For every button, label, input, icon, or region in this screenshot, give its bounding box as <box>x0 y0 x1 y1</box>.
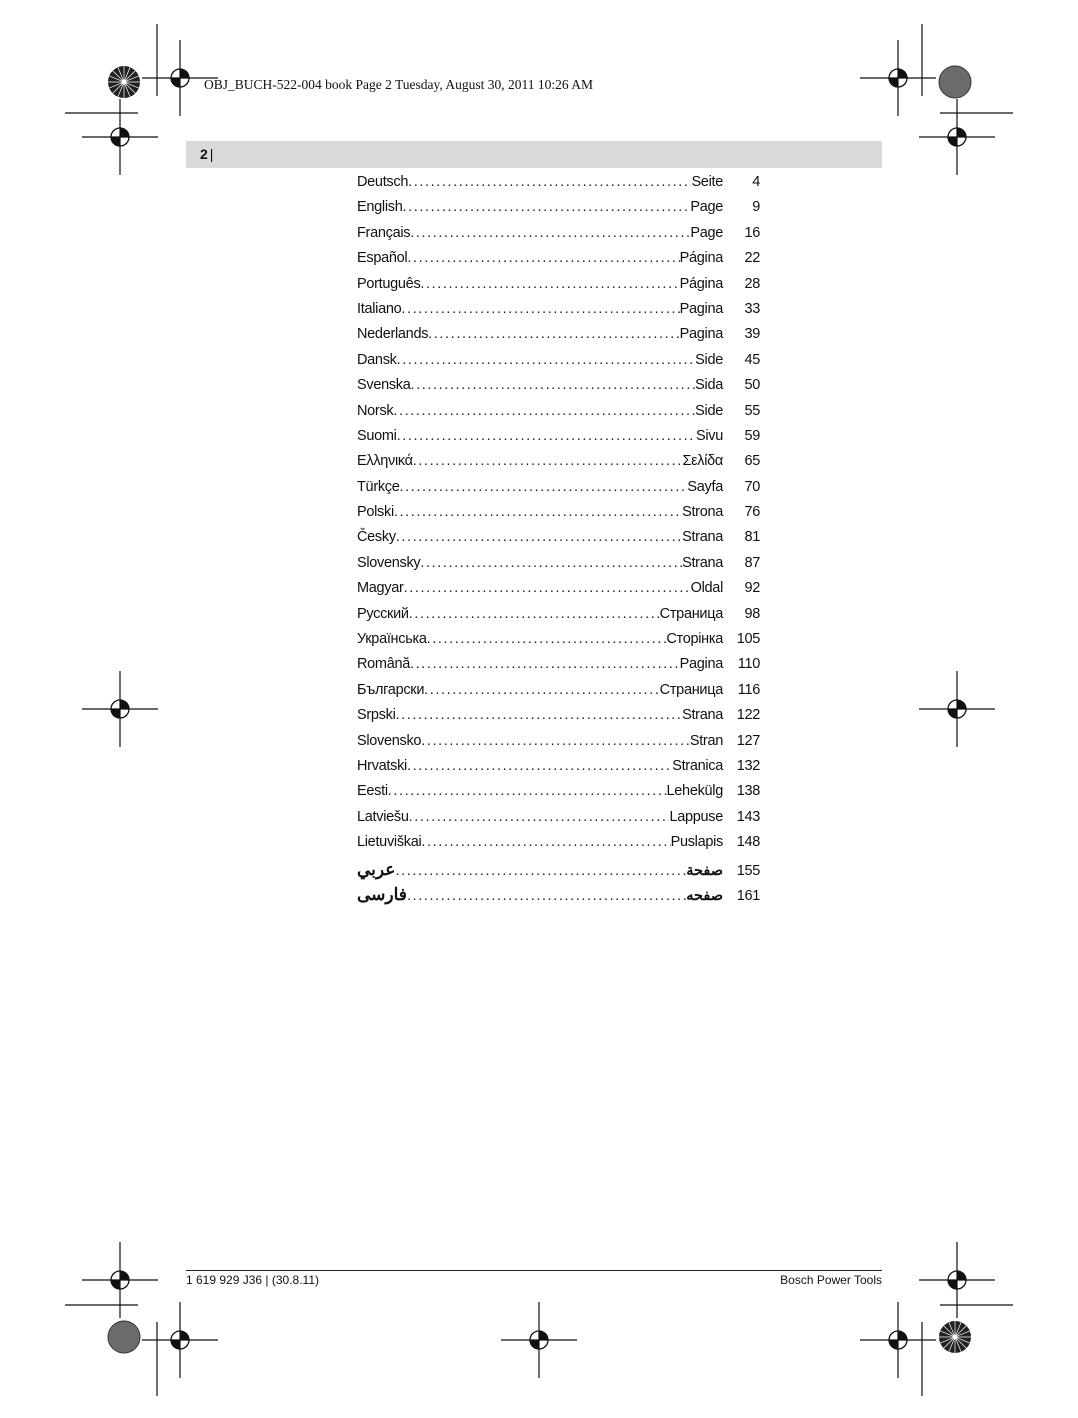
toc-dot-leader <box>410 656 680 672</box>
toc-page-label: صفحة <box>686 862 723 879</box>
toc-dot-leader <box>396 707 683 723</box>
toc-row[interactable] <box>357 199 760 224</box>
toc-page-label: Strana <box>682 554 723 571</box>
toc-page-number: 33 <box>744 300 760 317</box>
toc-page-label: Pagina <box>679 300 723 317</box>
toc-language: Русский <box>357 605 409 622</box>
toc-page-number: 9 <box>752 199 760 216</box>
toc-page-number: 16 <box>744 224 760 241</box>
toc-dot-leader <box>409 606 660 622</box>
toc-row[interactable] <box>357 403 760 428</box>
toc-row[interactable] <box>357 453 760 478</box>
toc-language: Português <box>357 275 421 292</box>
toc-language: Română <box>357 656 411 673</box>
toc-row[interactable] <box>357 707 760 732</box>
toc-dot-leader <box>420 276 679 292</box>
toc-page-number: 127 <box>736 732 760 749</box>
toc-row[interactable] <box>357 428 760 453</box>
toc-language: Hrvatski <box>357 757 407 774</box>
toc-row[interactable] <box>357 377 760 402</box>
toc-row[interactable] <box>357 606 760 631</box>
toc-dot-leader <box>408 174 691 190</box>
toc-row[interactable] <box>357 301 760 326</box>
page-number <box>200 146 213 162</box>
toc-dot-leader <box>394 504 682 520</box>
toc-row[interactable] <box>357 276 760 301</box>
toc-dot-leader <box>402 199 690 215</box>
toc-row[interactable] <box>357 834 760 859</box>
toc-page-label: Page <box>690 224 723 241</box>
toc-page-label: Página <box>679 275 723 292</box>
toc-page-number: 110 <box>737 656 760 673</box>
toc-row[interactable] <box>357 555 760 580</box>
toc-page-number: 122 <box>736 707 760 724</box>
toc-dot-leader <box>424 682 660 698</box>
toc-language: Français <box>357 224 411 241</box>
toc-page-label: Strona <box>682 504 723 521</box>
toc-row[interactable] <box>357 174 760 199</box>
toc-page-number: 138 <box>736 783 760 800</box>
footer-rule <box>186 1270 882 1271</box>
toc-row[interactable] <box>357 529 760 554</box>
toc-page-label: Sayfa <box>687 478 723 495</box>
toc-page-label: Page <box>690 199 723 216</box>
toc-page-label: Side <box>695 402 723 419</box>
toc-page-number: 132 <box>736 757 760 774</box>
toc-dot-leader <box>395 863 686 879</box>
toc-dot-leader <box>396 529 682 545</box>
toc-page-label: Sida <box>695 377 723 394</box>
toc-page-label: Lehekülg <box>666 783 723 800</box>
toc-page-number: 148 <box>736 834 760 851</box>
toc-language: Dansk <box>357 351 397 368</box>
toc-dot-leader <box>397 428 696 444</box>
toc-row[interactable] <box>357 885 760 910</box>
toc-dot-leader <box>413 453 683 469</box>
toc-page-number: 28 <box>744 275 760 292</box>
toc-page-number: 87 <box>744 554 760 571</box>
toc-dot-leader <box>401 301 679 317</box>
toc-row[interactable] <box>357 504 760 529</box>
toc-language: Polski <box>357 504 394 521</box>
toc-dot-leader <box>393 403 695 419</box>
toc-language: Slovensky <box>357 554 421 571</box>
toc-language: Български <box>357 681 425 698</box>
toc-row[interactable] <box>357 580 760 605</box>
toc-page-number: 50 <box>744 377 760 394</box>
toc-page-number: 59 <box>744 427 760 444</box>
toc-dot-leader <box>400 479 688 495</box>
footer-brand: Bosch Power Tools <box>780 1273 882 1287</box>
toc-page-label: Seite <box>691 174 723 190</box>
toc-language: Magyar <box>357 580 404 597</box>
table-of-contents <box>357 174 760 910</box>
toc-language: عربي <box>357 859 396 879</box>
toc-row[interactable] <box>357 352 760 377</box>
toc-language: Slovensko <box>357 732 422 749</box>
toc-dot-leader <box>397 352 696 368</box>
page-header-bar <box>186 141 882 168</box>
toc-page-number: 76 <box>744 504 760 521</box>
toc-dot-leader <box>427 631 667 647</box>
toc-row[interactable] <box>357 783 760 808</box>
toc-language: Türkçe <box>357 478 400 495</box>
toc-page-number: 105 <box>736 631 760 648</box>
toc-row[interactable] <box>357 225 760 250</box>
toc-page-number: 22 <box>744 250 760 267</box>
toc-language: Deutsch <box>357 174 409 190</box>
toc-dot-leader <box>420 555 682 571</box>
toc-language: Español <box>357 250 408 267</box>
toc-language: فارسی <box>357 884 407 904</box>
toc-page-label: Oldal <box>690 580 723 597</box>
toc-row[interactable] <box>357 479 760 504</box>
toc-language: Suomi <box>357 427 397 444</box>
toc-dot-leader <box>407 888 686 904</box>
toc-language: Eesti <box>357 783 388 800</box>
toc-dot-leader <box>411 377 696 393</box>
footer-doc-code: 1 619 929 J36 | (30.8.11) <box>186 1273 319 1287</box>
toc-dot-leader <box>404 580 691 596</box>
toc-row[interactable] <box>357 758 760 783</box>
toc-dot-leader <box>421 733 690 749</box>
toc-dot-leader <box>410 225 690 241</box>
toc-page-number: 81 <box>744 529 760 546</box>
toc-page-label: Pagina <box>679 656 723 673</box>
toc-page-label: Σελίδα <box>682 453 723 470</box>
toc-page-label: Strana <box>682 707 723 724</box>
toc-language: Lietuviškai <box>357 834 422 851</box>
toc-language: Česky <box>357 529 396 546</box>
toc-page-number: 155 <box>736 862 760 879</box>
toc-language: Svenska <box>357 377 411 394</box>
toc-page-label: Stran <box>689 732 723 749</box>
toc-language: Italiano <box>357 300 402 317</box>
toc-dot-leader <box>428 326 679 342</box>
toc-page-label: صفحه <box>686 887 723 904</box>
toc-dot-leader <box>388 783 667 799</box>
toc-language: Latviešu <box>357 808 409 825</box>
toc-page-number: 70 <box>744 478 760 495</box>
toc-page-number: 4 <box>752 174 760 190</box>
toc-language: Srpski <box>357 707 396 724</box>
toc-page-number: 39 <box>744 326 760 343</box>
print-slug: OBJ_BUCH-522-004 book Page 2 Tuesday, August 30, 2011 10:26 AM <box>204 77 594 92</box>
toc-page-label: Página <box>679 250 723 267</box>
toc-row[interactable] <box>357 682 760 707</box>
toc-page-label: Pagina <box>679 326 723 343</box>
toc-row[interactable] <box>357 860 760 885</box>
toc-dot-leader <box>407 758 672 774</box>
toc-page-number: 55 <box>744 402 760 419</box>
toc-language: Norsk <box>357 402 394 419</box>
toc-language: Nederlands <box>357 326 429 343</box>
toc-page-label: Sivu <box>695 427 723 444</box>
toc-page-label: Stranica <box>672 757 723 774</box>
toc-page-label: Сторінка <box>666 631 723 648</box>
toc-row[interactable] <box>357 250 760 275</box>
toc-dot-leader <box>421 834 670 850</box>
toc-row[interactable] <box>357 809 760 834</box>
toc-page-label: Страница <box>659 605 723 622</box>
toc-page-label: Страница <box>659 681 723 698</box>
toc-page-number: 65 <box>744 453 760 470</box>
toc-language: English <box>357 199 403 216</box>
toc-page-number: 161 <box>736 887 760 904</box>
toc-page-number: 92 <box>744 580 760 597</box>
toc-page-label: Puslapis <box>670 834 723 851</box>
toc-dot-leader <box>409 809 670 825</box>
toc-row[interactable] <box>357 326 760 351</box>
toc-page-number: 45 <box>744 351 760 368</box>
toc-row[interactable] <box>357 631 760 656</box>
toc-page-number: 143 <box>736 808 760 825</box>
toc-page-label: Strana <box>682 529 723 546</box>
toc-row[interactable] <box>357 733 760 758</box>
toc-page-label: Side <box>695 351 723 368</box>
toc-language: Ελληνικά <box>357 453 413 470</box>
toc-language: Українська <box>357 631 427 648</box>
toc-page-number: 116 <box>737 681 760 698</box>
toc-page-label: Lappuse <box>669 808 723 825</box>
toc-dot-leader <box>407 250 679 266</box>
page-number-separator: | <box>209 146 214 162</box>
toc-page-number: 98 <box>744 605 760 622</box>
page-number-value: 2 <box>200 146 208 162</box>
toc-row[interactable] <box>357 656 760 681</box>
